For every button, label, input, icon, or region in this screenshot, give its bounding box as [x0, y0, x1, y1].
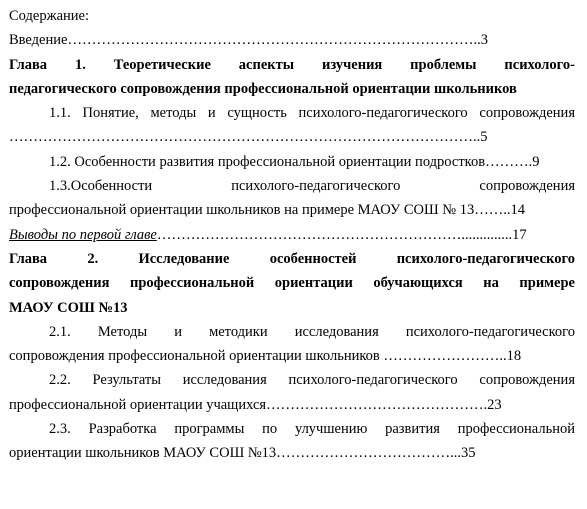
toc-section-1-2: 1.2. Особенности развития профессиональной ориентации подростков……….9: [49, 153, 540, 170]
toc-section-2-2-line2: профессиональной ориентации учащихся……………………………………….23: [9, 396, 502, 413]
toc-section-1-1-line1: 1.1. Понятие, методы и сущность психолого-педагогического сопровождения: [49, 105, 575, 122]
toc-chapter2-line2: сопровождения профессиональной ориентации обучающихся на примере: [9, 275, 575, 292]
toc-conclusions-label: Выводы по первой главе: [9, 226, 157, 243]
toc-section-1-3-line1: 1.3.Особенности психолого-педагогического сопровождения: [49, 178, 575, 195]
toc-section-2-3-line2: ориентации школьников МАОУ СОШ №13………………………………...35: [9, 445, 476, 462]
toc-section-2-1-line2: сопровождения профессиональной ориентации школьников ……………………..18: [9, 348, 522, 365]
toc-section-2-2-line1: 2.2. Результаты исследования психолого-педагогического сопровождения: [49, 372, 575, 389]
toc-conclusions: [9, 223, 575, 247]
toc-chapter2-line1: Глава 2. Исследование особенностей психолого-педагогического: [9, 250, 575, 267]
toc-chapter1-line2: педагогического сопровождения профессиональной ориентации школьников: [9, 80, 517, 97]
toc-conclusions-dots: ………………………………………………………..............17: [156, 226, 527, 243]
toc-section-1-3-line2: профессиональной ориентации школьников на примере МАОУ СОШ № 13……..14: [9, 202, 525, 219]
toc-section-1-1-line2: ……………………………………………………………………………………..5: [9, 129, 488, 146]
toc-heading: Содержание:: [9, 8, 90, 24]
toc-section-2-1-line1: 2.1. Методы и методики исследования психолого-педагогического: [49, 323, 575, 340]
toc-section-2-3-line1: 2.3. Разработка программы по улучшению развития профессиональной: [49, 421, 575, 438]
toc-intro: Введение…………………………………………………………………………..3: [9, 32, 488, 49]
toc-chapter2-line3: МАОУ СОШ №13: [9, 299, 128, 316]
toc-chapter1-line1: Глава 1. Теоретические аспекты изучения проблемы психолого-: [9, 56, 575, 73]
